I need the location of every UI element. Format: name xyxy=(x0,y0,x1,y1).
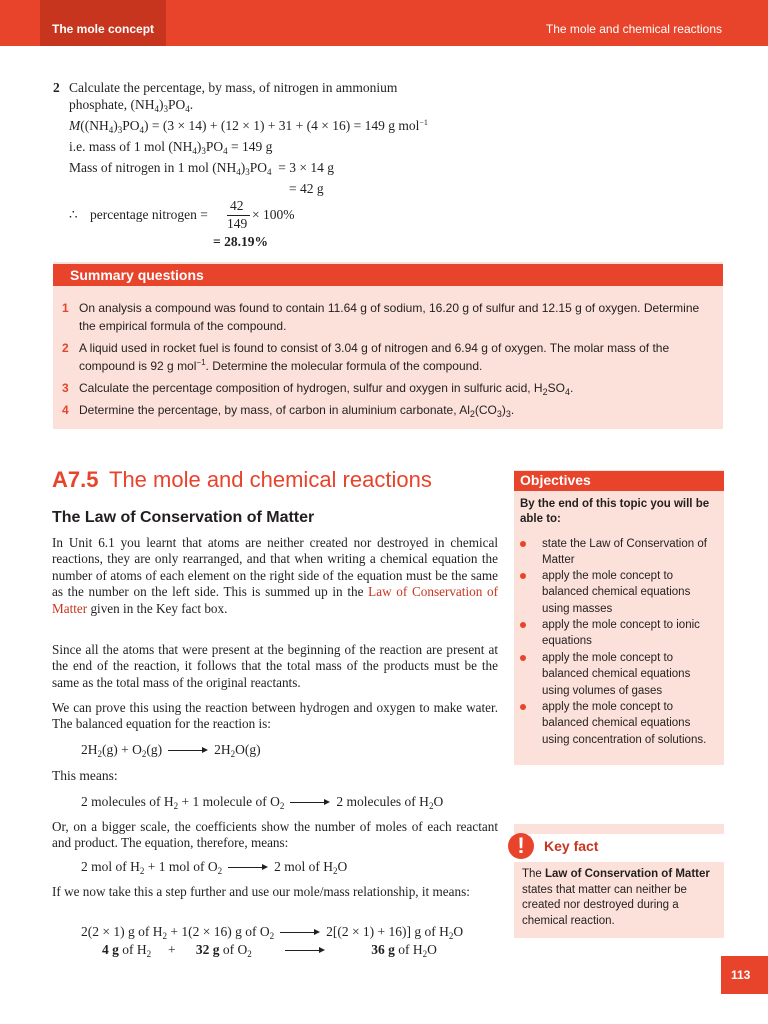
example-question: Calculate the percentage, by mass, of nitrogen in ammonium xyxy=(69,80,398,95)
example-question-line2: phosphate, $(NH_4)_3PO_4$. xyxy=(69,97,194,114)
nitrogen-mass-result: = 42 g xyxy=(289,181,324,196)
section-title: The mole and chemical reactions xyxy=(109,467,432,492)
paragraph-2: Since all the atoms that were present at the beginning of the reaction are present at the end of the reaction, it follows that the total mass of the products must be the same as the total mass of the original reactants. xyxy=(52,642,498,690)
mass-equation-expanded: 2(2 × 1) g of $H_2 + 1(2 \times 16)$ g of $O_2$ 2[(2 × 1) + 16)] g of $H_2O$ xyxy=(81,924,464,941)
this-means-label: This means: xyxy=(52,768,118,783)
molecules-equation: 2 molecules of $H_2 + 1$ molecule of $O_2$ 2 molecules of $H_2O$ xyxy=(81,794,444,811)
molar-mass-calc: $M((NH_4)_3PO_4) = (3 \times 14) + (12 \times 1) + 31 + (4 \times 16) = 149$ g mol$^{-1}$ xyxy=(69,118,428,135)
paragraph-1: In Unit 6.1 you learnt that atoms are neither created nor destroyed in chemical reactions, they are only rearranged, and that when writing a chemical equation the number of atoms of each element on the right side of the equation must be the same as the number on the left side. This is summed up in the Law of Conservation of Matter given in the Key fact box. xyxy=(52,535,498,616)
key-fact-text: The Law of Conservation of Matter states that matter can neither be created nor destroyed during a chemical reaction. xyxy=(522,868,710,927)
chapter-title: The mole concept xyxy=(52,22,155,36)
section-running-title: The mole and chemical reactions xyxy=(545,22,722,36)
exclamation-icon: ! xyxy=(508,833,534,859)
bullet-icon xyxy=(520,655,526,661)
key-fact-top-strip xyxy=(514,824,724,834)
moles-equation: 2 mol of $H_2 + 1$ mol of $O_2$ 2 mol of $H_2O$ xyxy=(81,859,348,876)
nitrogen-mass: Mass of nitrogen in 1 mol $(NH_4)_3PO_4 = 3 \times 14$ g xyxy=(69,160,334,177)
header-chapter-tab xyxy=(40,0,166,46)
summary-questions-header xyxy=(53,264,723,286)
objectives-header xyxy=(514,471,724,491)
bullet-icon xyxy=(520,573,526,579)
paragraph-4: Or, on a bigger scale, the coefficients show the number of moles of each reactant and product. The equation, therefore, means: xyxy=(52,819,498,851)
bullet-icon xyxy=(520,622,526,628)
bullet-icon xyxy=(520,541,526,547)
page-number: 113 xyxy=(731,968,751,982)
subheading: The Law of Conservation of Matter xyxy=(52,509,315,526)
example-number: 2 xyxy=(53,80,60,95)
therefore-symbol: ∴ xyxy=(69,207,78,222)
bullet-icon xyxy=(520,704,526,710)
mass-equation-result: 4 g of $H_2$ + 32 g of $O_2$ 36 g of $H_2O$ xyxy=(102,942,437,959)
times-hundred: × 100% xyxy=(252,207,295,222)
fraction-denominator: 149 xyxy=(227,216,248,231)
paragraph-3: We can prove this using the reaction between hydrogen and oxygen to make water. The balanced equation for the reaction is: xyxy=(52,700,498,732)
final-percentage: = 28.19% xyxy=(213,234,268,249)
key-fact-title: Key fact xyxy=(544,838,599,854)
page-number-tab xyxy=(721,956,768,994)
law-link-text: Law of Conservation of Matter xyxy=(52,584,498,616)
objectives-title: Objectives xyxy=(520,472,591,488)
fraction-numerator: 42 xyxy=(230,198,244,213)
section-number: A7.5 xyxy=(52,467,99,492)
percentage-label: percentage nitrogen = xyxy=(90,207,208,222)
objectives-intro: By the end of this topic you will be able to: xyxy=(520,498,710,525)
balanced-equation: $2H_2(g) + O_2(g)$ $2H_2O(g)$ xyxy=(81,742,261,759)
summary-title: Summary questions xyxy=(70,267,204,283)
paragraph-5: If we now take this a step further and use our mole/mass relationship, it means: xyxy=(52,884,470,899)
mass-statement: i.e. mass of 1 mol $(NH_4)_3PO_4 = 149$ g xyxy=(69,139,273,156)
